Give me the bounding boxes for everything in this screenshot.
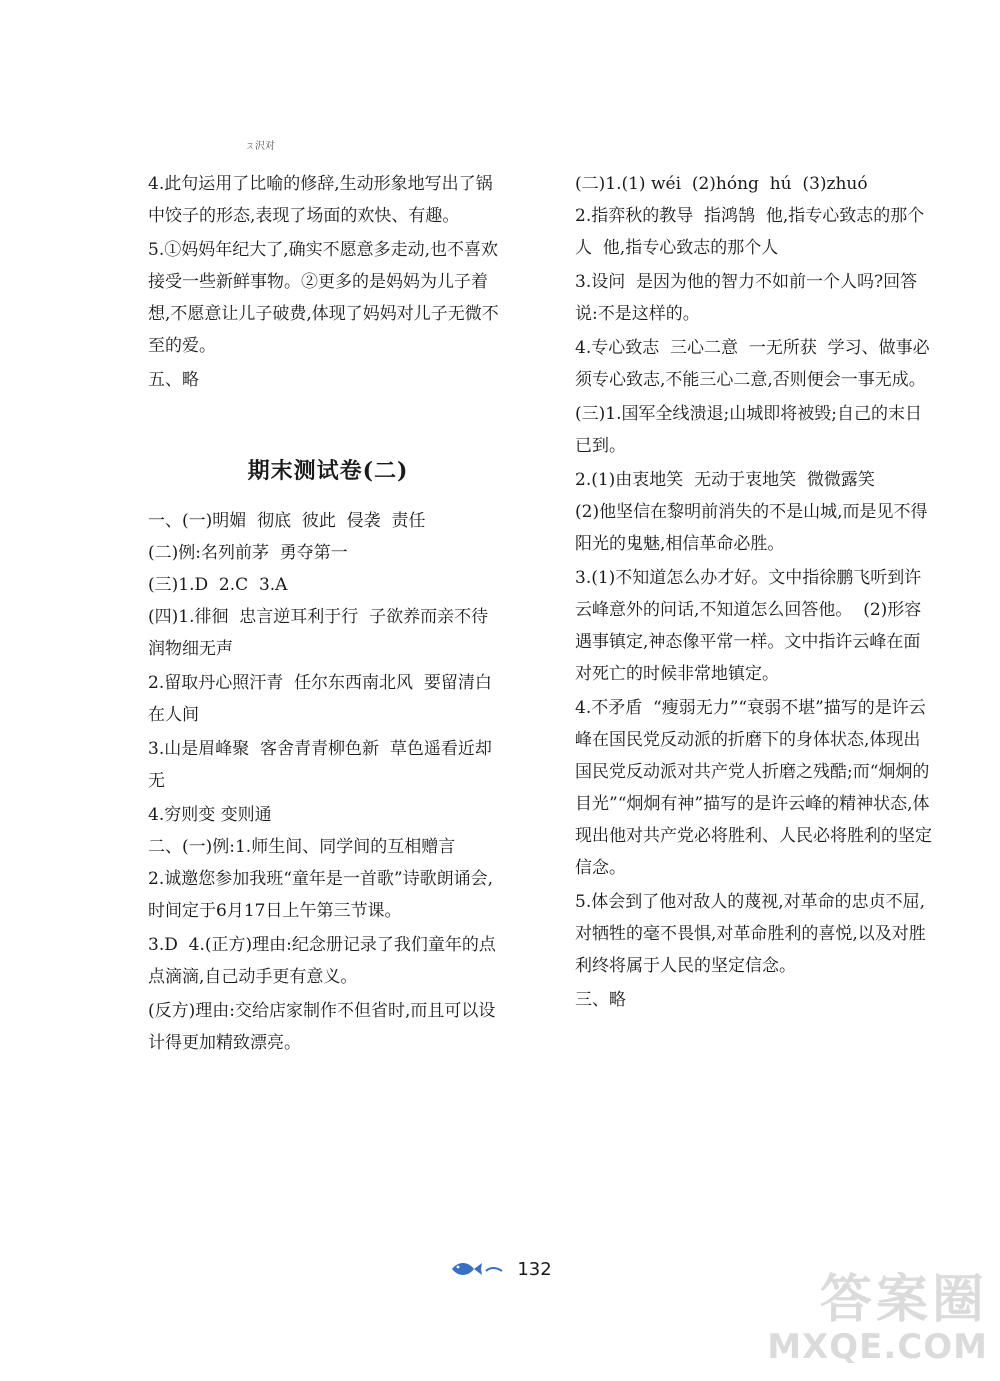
answer-paragraph: (二)例:名列前茅 勇夺第一	[148, 543, 348, 563]
answer-paragraph: 2.诚邀您参加我班“童年是一首歌”诗歌朗诵会,时间定于6月17日上午第三节课。	[148, 869, 494, 921]
section-title: 期末测试卷(二)	[247, 458, 409, 484]
page-number: 132	[517, 1258, 552, 1280]
answer-paragraph: 4.专心致志 三心二意 一无所获 学习、做事必须专心致志,不能三心二意,否则便会一事无成。	[575, 338, 930, 390]
answer-paragraph: (三)1.国军全线溃退;山城即将被毁;自己的末日已到。	[575, 404, 922, 456]
answer-paragraph: 5.体会到了他对敌人的蔑视,对革命的忠贞不屈,对牺牲的毫不畏惧,对革命胜利的喜悦,以及对胜利终将属于人民的坚定信念。	[575, 892, 926, 976]
answer-paragraph: 3.(1)不知道怎么办才好。文中指徐鹏飞听到许云峰意外的问话,不知道怎么回答他。 (2)形容遇事镇定,神态像平常一样。文中指许云峰在面对死亡的时候非常地镇定。	[575, 568, 922, 684]
answer-paragraph: 3.山是眉峰聚 客舍青青柳色新 草色遥看近却无	[148, 739, 492, 791]
answer-paragraph: 2.(1)由衷地笑 无动于衷地笑 微微露笑	[575, 470, 875, 490]
answer-paragraph: 4.此句运用了比喻的修辞,生动形象地写出了锅中饺子的形态,表现了场面的欢快、有趣。	[148, 174, 493, 226]
answer-paragraph: 2.留取丹心照汗青 任尔东西南北风 要留清白在人间	[148, 673, 492, 725]
answer-paragraph: 2.指弈秋的教导 指鸿鹄 他,指专心致志的那个人 他,指专心致志的那个人	[575, 206, 925, 258]
fish-logo-icon	[448, 1258, 508, 1280]
answer-paragraph: 5.①妈妈年纪大了,确实不愿意多走动,也不喜欢接受一些新鲜事物。②更多的是妈妈为儿子着想,不愿意让儿子破费,体现了妈妈对儿子无微不至的爱。	[148, 240, 499, 356]
answer-paragraph: 4.不矛盾 “瘦弱无力”“衰弱不堪”描写的是许云峰在国民党反动派的折磨下的身体状态,体现出国民党反动派对共产党人折磨之残酷;而“炯炯的目光”“炯炯有神”描写的是许云峰的精神状态,体现出他对共产党必将胜利、人民必将胜利的坚定信念。	[575, 698, 932, 878]
answer-paragraph: (反方)理由:交给店家制作不但省时,而且可以设计得更加精致漂亮。	[148, 1001, 496, 1053]
answer-paragraph: 4.穷则变 变则通	[148, 805, 272, 825]
answer-paragraph: (三)1.D 2.C 3.A	[148, 575, 288, 595]
answer-paragraph: 3.D 4.(正方)理由:纪念册记录了我们童年的点点滴滴,自己动手更有意义。	[148, 935, 496, 987]
answer-paragraph: (2)他坚信在黎明前消失的不是山城,而是见不得阳光的鬼魅,相信革命必胜。	[575, 502, 928, 554]
answer-paragraph: 三、略	[575, 990, 626, 1010]
watermark-logo	[748, 1257, 988, 1367]
answer-paragraph: 一、(一)明媚 彻底 彼此 侵袭 责任	[148, 511, 426, 531]
answer-paragraph: 五、略	[148, 370, 199, 390]
watermark-url: MXQE.COM	[767, 1327, 988, 1367]
stray-mark: ㄡ沢对	[245, 141, 275, 152]
answer-paragraph: 二、(一)例:1.师生间、同学间的互相赠言	[148, 837, 456, 857]
answer-paragraph: 3.设问 是因为他的智力不如前一个人吗?回答说:不是这样的。	[575, 272, 918, 324]
right-column	[575, 168, 935, 1016]
answer-paragraph: (二)1.(1) wéi (2)hóng hú (3)zhuó	[575, 174, 868, 194]
answer-paragraph: (四)1.徘徊 忠言逆耳利于行 子欲养而亲不待 润物细无声	[148, 607, 499, 659]
left-column	[148, 168, 508, 1059]
watermark-title: 答案圈	[819, 1270, 988, 1330]
